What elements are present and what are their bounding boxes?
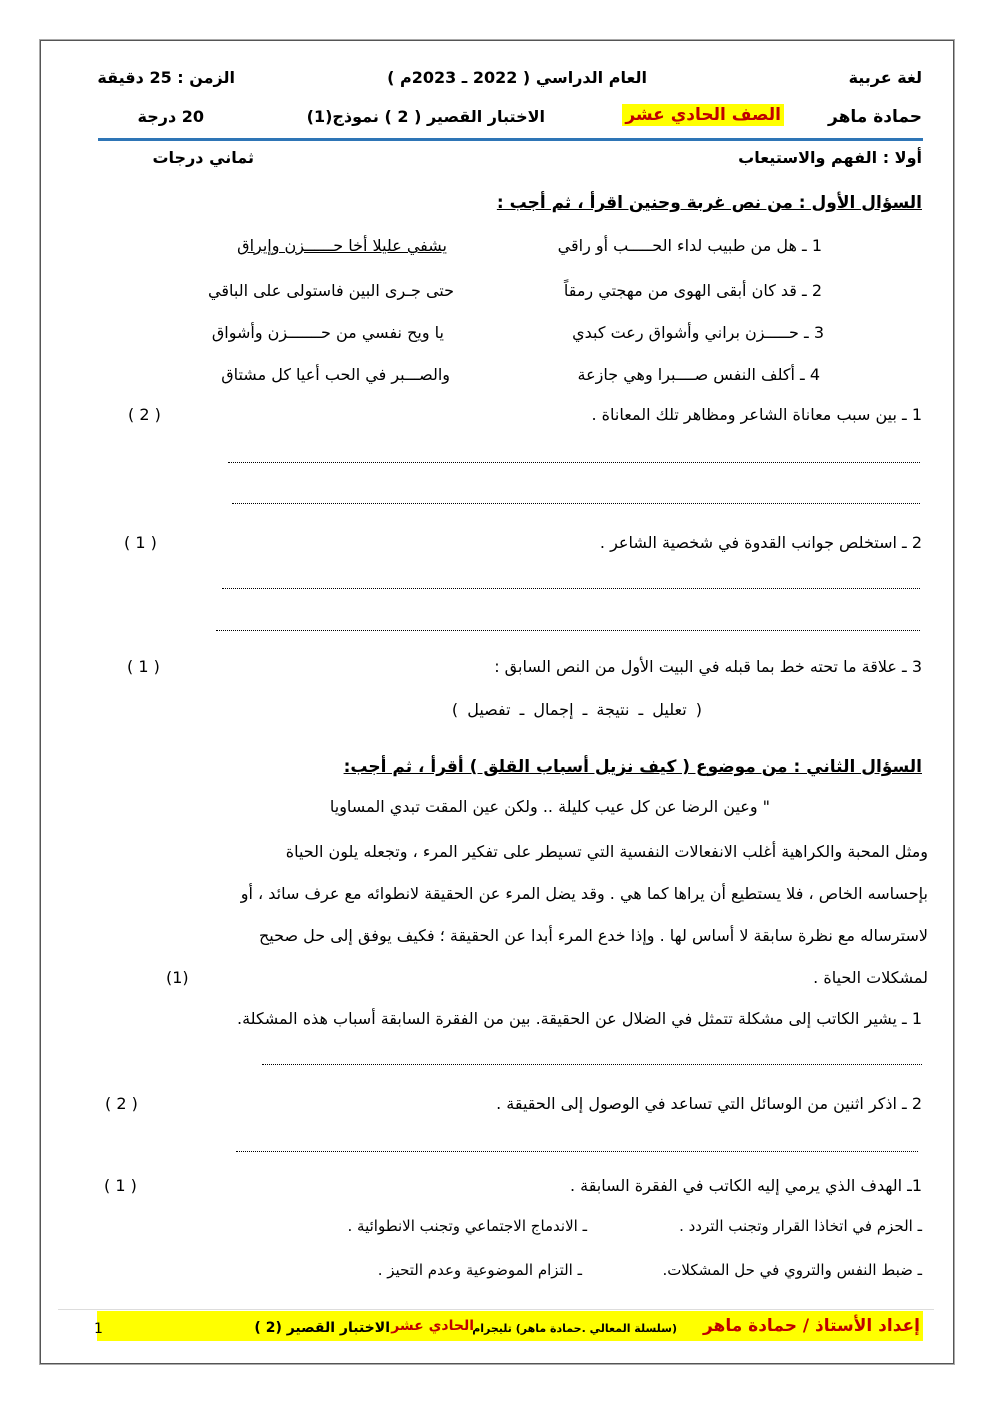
answer-line[interactable] [232,503,920,504]
choice-1[interactable]: ـ الحزم في اتخاذا القرار وتجنب التردد . [679,1217,922,1235]
exam-title: الاختبار القصير ( 2 ) نموذج(1) [306,107,545,126]
q1-item-1-mark: ( 2 ) [128,405,161,424]
question-2-title: السؤال الثاني : من موضوع ( كيف نزيل أسباب القلق ) أقرأ ، ثم أجب: [343,757,922,777]
relation-options: ( تعليل ـ نتيجة ـ إجمال ـ تفصيل ) [451,700,702,719]
answer-line[interactable] [236,1151,918,1152]
verse-3-second: يا ويح نفسي من حـــــــزن وأشواق [211,323,444,342]
verse-2-first: 2 ـ قد كان أبقى الهوى من مهجتي رمقاً [563,281,822,300]
q1-item-3: 3 ـ علاقة ما تحته خط بما قبله في البيت الأول من النص السابق : [494,657,922,676]
passage-mark: (1) [166,968,189,987]
choice-2[interactable]: ـ الاندماج الاجتماعي وتجنب الانطوائية . [347,1217,587,1235]
q2-item-2: 2 ـ اذكر اثنين من الوسائل التي تساعد في الوصول إلى الحقيقة . [496,1094,922,1113]
academic-year: العام الدراسي ( 2022 ـ 2023م ) [387,68,647,87]
footer-channel: (سلسلة المعالي .حمادة ماهر) تليجرام [472,1322,677,1335]
answer-line[interactable] [216,630,920,631]
header-divider [98,138,923,141]
quoted-verse: " وعين الرضا عن كل عيب كليلة .. ولكن عين المقت تبدي المساويا [329,797,770,816]
q2-item-2-mark: ( 2 ) [105,1094,138,1113]
passage-line-1: ومثل المحبة والكراهية أغلب الانفعالات النفسية التي تسيطر على تفكير المرء ، وتجعله يلون الحياة [285,842,928,861]
verse-4-second: والصـــبر في الحب أعيا كل مشتاق [221,365,450,384]
verse-4-first: 4 ـ أكلف النفس صــــبرا وهي جازعة [577,365,820,384]
choice-3[interactable]: ـ ضبط النفس والتروي في حل المشكلات. [662,1261,922,1279]
verse-1-second: يشفي عليلا أخا حــــــزن وإيراق [237,236,447,255]
passage-line-2: بإحساسه الخاص ، فلا يستطيع أن يراها كما هي . وقد يضل المرء عن الحقيقة لانطوائه مع عرف سائد ، أو [240,884,928,903]
passage-line-3: لاسترساله مع نظرة سابقة لا أساس لها . وإذا خدع المرء أبدا عن الحقيقة ؛ فكيف يوفق إلى حل صحيح [258,926,928,945]
q1-item-3-mark: ( 1 ) [127,657,160,676]
exam-duration: الزمن : 25 دقيقة [97,68,235,87]
footer-exam: الاختبار القصير (2 ) [254,1320,390,1336]
answer-line[interactable] [262,1064,922,1065]
section-grade: ثماني درجات [152,148,254,167]
q1-item-1: 1 ـ بين سبب معاناة الشاعر ومظاهر تلك المعاناة . [591,405,922,424]
footer-grade: الحادي عشر [391,1318,474,1334]
question-1-title: السؤال الأول : من نص غربة وحنين اقرأ ، ثم أجب : [496,193,922,213]
total-marks: 20 درجة [137,107,204,126]
answer-line[interactable] [228,462,920,463]
q2-item-3-mark: ( 1 ) [104,1176,137,1195]
q1-item-2-mark: ( 1 ) [124,533,157,552]
passage-line-4: لمشكلات الحياة . [813,968,928,987]
answer-line[interactable] [222,588,920,589]
choice-4[interactable]: ـ التزام الموضوعية وعدم التحيز . [377,1261,582,1279]
verse-1-first: 1 ـ هل من طبيب لداء الحـــــب أو راقي [557,236,822,255]
footer-divider [58,1309,934,1310]
q2-item-3: 1ـ الهدف الذي يرمي إليه الكاتب في الفقرة السابقة . [569,1176,922,1195]
subject-label: لغة عربية [848,68,922,87]
footer-author: إعداد الأستاذ / حمادة ماهر [702,1316,920,1336]
q1-item-2: 2 ـ استخلص جوانب القدوة في شخصية الشاعر . [599,533,922,552]
verse-3-first: 3 ـ حـــــزن براني وأشواق رعت كبدي [572,323,824,342]
page-number: 1 [94,1321,103,1337]
verse-2-second: حتى جـرى البين فاستولى على الباقي [208,281,454,300]
teacher-name: حمادة ماهر [828,107,922,127]
grade-label: الصف الحادي عشر [622,104,784,126]
section-title: أولا : الفهم والاستيعاب [738,148,922,167]
q2-item-1: 1 ـ يشير الكاتب إلى مشكلة تتمثل في الضلال عن الحقيقة. بين من الفقرة السابقة أسباب هذه المشكلة. [236,1009,922,1028]
